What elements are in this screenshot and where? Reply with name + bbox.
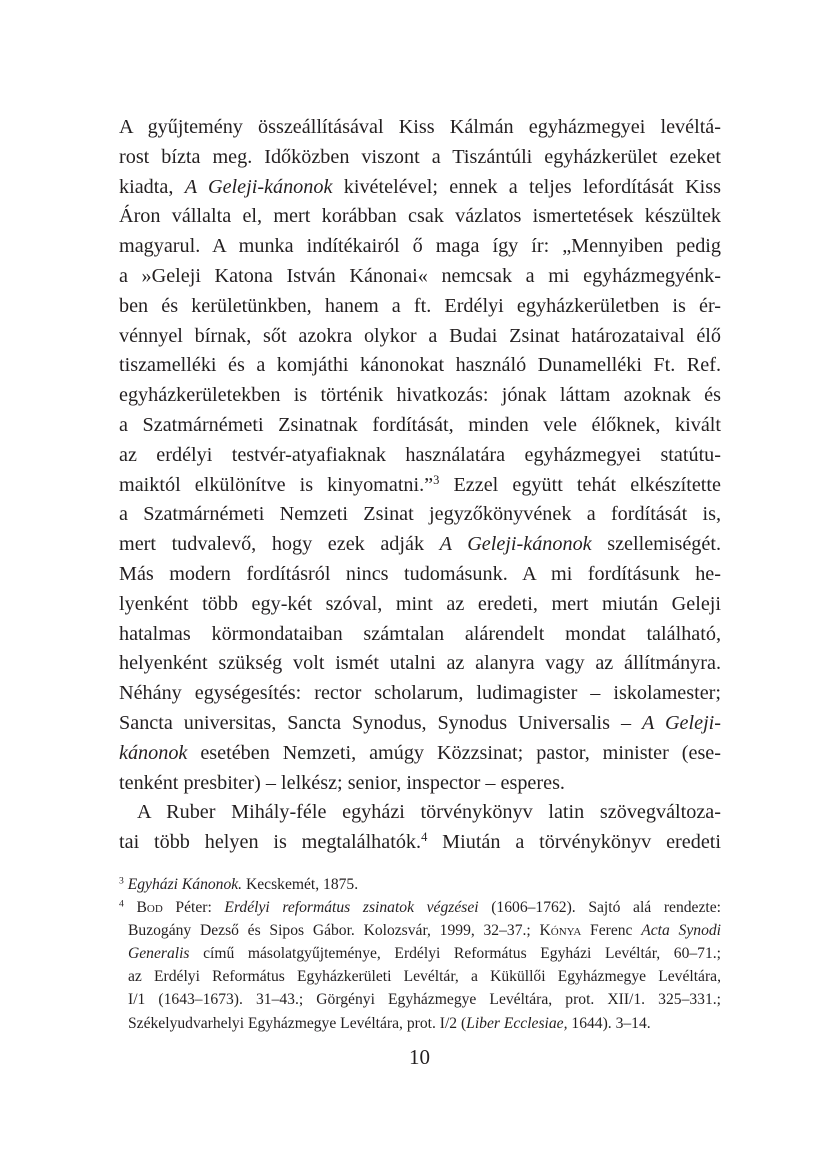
- author-name: Kónya: [539, 922, 582, 940]
- text-line: Más modern fordításról nincs tudomásunk. A mi fordításunk he-: [119, 562, 721, 585]
- text-line: vénnyel bírnak, sőt azokra olykor a Budai Zsinat határozataival élő: [119, 324, 721, 347]
- footnote-line: Generalis című másolatgyűjteménye, Erdélyi Református Egyházi Levéltár, 60–71.;: [128, 945, 721, 963]
- author-name: Bod: [136, 899, 163, 917]
- text-line: helyenként szükség volt ismét utalni az alanyra vagy az állítmányra.: [119, 652, 721, 675]
- text-line: a Szatmárnémeti Zsinatnak fordítását, minden vele élőknek, kivált: [119, 413, 721, 436]
- text-line: ben és kerületünkben, hanem a ft. Erdélyi egyházkerületben is ér-: [119, 294, 721, 317]
- footnote-line: Székelyudvarhelyi Egyházmegye Levéltára, prot. I/2 (Liber Ecclesiae, 1644). 3–14.: [128, 1014, 651, 1032]
- text-line: tai több helyen is megtalálhatók.$^4$ Miután a törvénykönyv eredeti: [119, 830, 721, 854]
- text-line: A gyűjtemény összeállításával Kiss Kálmán egyházmegyei levéltá-: [119, 116, 721, 138]
- italic-title: A Geleji-kánonok: [439, 533, 592, 556]
- italic-title: A Geleji-kánonok: [184, 175, 333, 198]
- text-line: maiktól elkülönítve is kinyomatni.”$^3$ Ezzel együtt tehát elkészítette: [119, 472, 721, 496]
- text-line: Áron vállalta el, mert korábban csak vázlatos ismertetések készültek: [119, 205, 721, 228]
- footnote-marker: 4: [119, 898, 124, 910]
- text-line: tenként presbiter) – lelkész; senior, inspector – esperes.: [119, 771, 565, 794]
- footnotes: [119, 873, 721, 1035]
- text-line: magyarul. A munka indítékairól ő maga így ír: „Mennyiben pedig: [119, 235, 721, 258]
- text-line: A Ruber Mihály-féle egyházi törvénykönyv latin szövegváltoza-: [137, 801, 721, 824]
- footnote-ref-4[interactable]: 4: [421, 830, 428, 845]
- text-line: hatalmas körmondataiban számtalan alárendelt mondat található,: [119, 622, 721, 645]
- text-line: mert tudvalevő, hogy ezek adják A Geleji-kánonok szellemiségét.: [119, 533, 722, 556]
- text-line: egyházkerületekben is történik hivatkozás: jónak láttam azoknak és: [119, 384, 721, 407]
- text-line: tiszamelléki és a komjáthi kánonokat használó Dunamelléki Ft. Ref.: [119, 354, 721, 377]
- footnote-3: $^3$ Egyházi Kánonok. Kecskemét, 1875.: [119, 875, 359, 893]
- text-line: Sancta universitas, Sancta Synodus, Synodus Universalis – A Geleji-: [119, 711, 722, 734]
- page-number: 10: [409, 1045, 430, 1069]
- italic-title: A Geleji-: [642, 711, 722, 734]
- footnote-line: Buzogány Dezső és Sipos Gábor. Kolozsvár, 1999, 32–37.; Kónya Ferenc Acta Synodi: [128, 922, 721, 940]
- text-line: Néhány egységesítés: rector scholarum, ludimagister – iskolamester;: [119, 682, 721, 705]
- footnote-marker: 3: [119, 875, 124, 887]
- text-line: lyenként több egy-két szóval, mint az eredeti, mert miután Geleji: [119, 592, 721, 615]
- footnote-ref-3[interactable]: 3: [433, 472, 440, 487]
- text-line: rost bízta meg. Időközben viszont a Tiszántúli egyházkerület ezeket: [119, 145, 721, 168]
- text-line: a Szatmárnémeti Nemzeti Zsinat jegyzőkönyvének a fordítását is,: [119, 503, 721, 526]
- text-line: a »Geleji Katona István Kánonai« nemcsak a mi egyházmegyénk-: [119, 264, 721, 287]
- footnote-line: az Erdélyi Református Egyházkerületi Levéltár, a Küküllői Egyházmegye Levéltára,: [128, 968, 721, 986]
- text-line: kánonok esetében Nemzeti, amúgy Közzsinat; pastor, minister (ese-: [119, 741, 721, 764]
- footnote-4: $^4$ Bod Péter: Erdélyi református zsinatok végzései (1606–1762). Sajtó alá rendezte:: [119, 898, 721, 917]
- italic-title: kánonok: [119, 741, 188, 764]
- main-text: [119, 113, 721, 858]
- text-line: kiadta, A Geleji-kánonok kivételével; ennek a teljes lefordítását Kiss: [119, 175, 722, 198]
- footnote-line: I/1 (1643–1673). 31–43.; Görgényi Egyházmegye Levéltára, prot. XII/1. 325–331.;: [128, 991, 721, 1009]
- text-line: az erdélyi testvér-atyafiaknak használatára egyházmegyei statútu-: [119, 443, 721, 466]
